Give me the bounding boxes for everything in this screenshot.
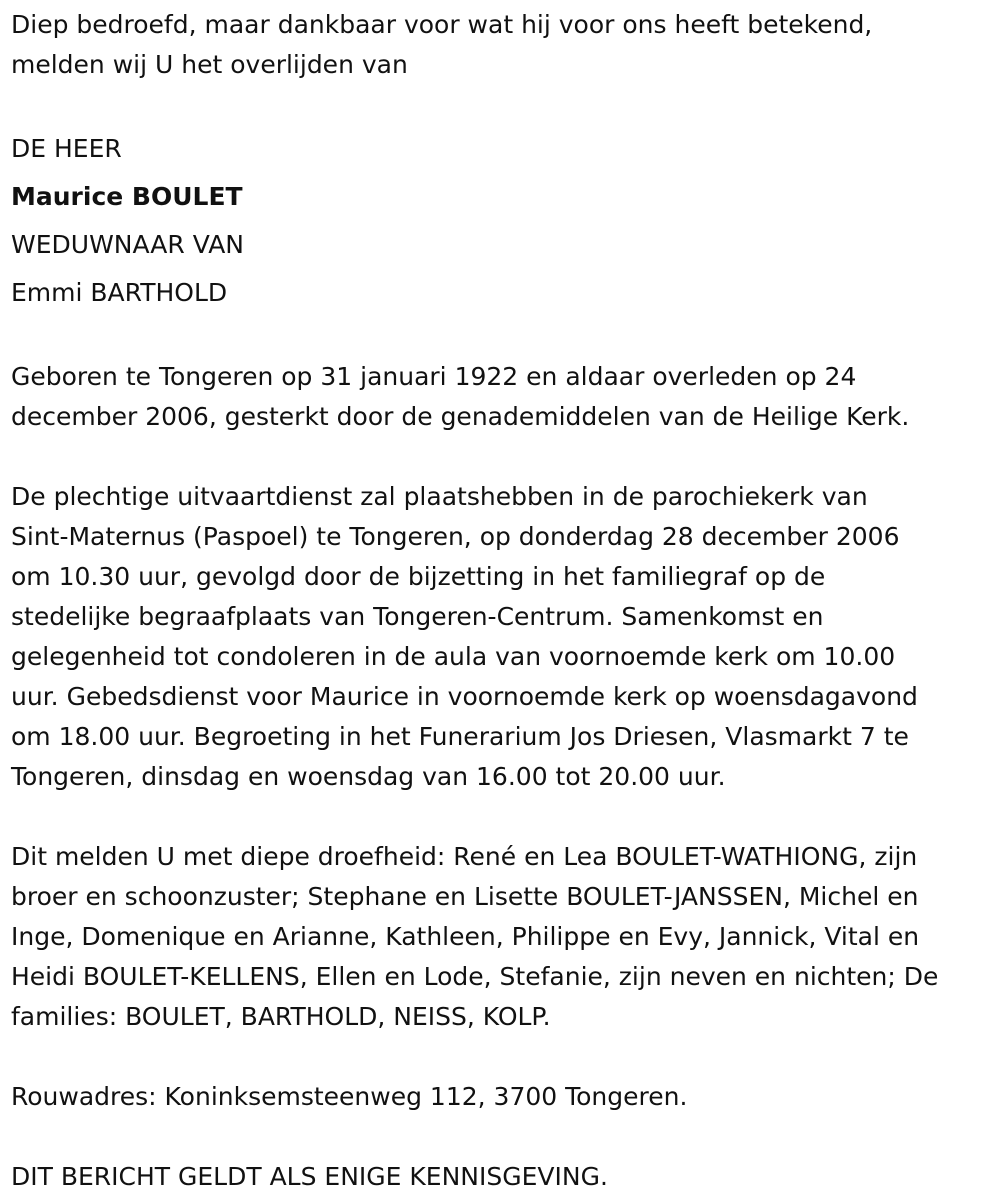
- spacer: [11, 317, 996, 357]
- deceased-title: DE HEER: [11, 134, 122, 163]
- notice-text: DIT BERICHT GELDT ALS ENIGE KENNISGEVING.: [11, 1162, 608, 1191]
- family-text: Dit melden U met diepe droefheid: René en Lea BOULET-WATHIONG, zijn broer en schoonzuster; Stephane en Lisette BOULET-JANSSEN, Michel en Inge, Domenique en Arianne, Kathleen, Philippe en Evy, Jannick, Vital en Heidi BOULET-KELLENS, Ellen en Lode, Stefanie, zijn neven en nichten; De families: BOULET, BARTHOLD, NEISS, KOLP.: [11, 842, 939, 1031]
- intro-text: Diep bedroefd, maar dankbaar voor wat hij voor ons heeft betekend, melden wij U het overlijden van: [11, 10, 873, 79]
- birth-death-text: Geboren te Tongeren op 31 januari 1922 en aldaar overleden op 24 december 2006, gesterkt door de genademiddelen van de Heilige Kerk.: [11, 362, 910, 431]
- spacer: [11, 797, 996, 837]
- deceased-block: [11, 125, 996, 317]
- spacer: [11, 85, 996, 125]
- deceased-name: Maurice BOULET: [11, 182, 243, 211]
- ceremony-text: De plechtige uitvaartdienst zal plaatshebben in de parochiekerk van Sint-Maternus (Paspoel) te Tongeren, op donderdag 28 december 2006 om 10.30 uur, gevolgd door de bijzetting in het familiegraf op de stedelijke begraafplaats van Tongeren-Centrum. Samenkomst en gelegenheid tot condoleren in de aula van voornoemde kerk om 10.00 uur. Gebedsdienst voor Maurice in voornoemde kerk op woensdagavond om 18.00 uur. Begroeting in het Funerarium Jos Driesen, Vlasmarkt 7 te Tongeren, dinsdag en woensdag van 16.00 tot 20.00 uur.: [11, 482, 918, 791]
- deceased-status: WEDUWNAAR VAN: [11, 230, 245, 259]
- mourning-address: Rouwadres: Koninksemsteenweg 112, 3700 Tongeren.: [11, 1082, 688, 1111]
- spouse-name: Emmi BARTHOLD: [11, 278, 228, 307]
- spacer: [11, 1117, 996, 1157]
- spacer: [11, 1037, 996, 1077]
- obituary-notice: [11, 5, 996, 1197]
- spacer: [11, 437, 996, 477]
